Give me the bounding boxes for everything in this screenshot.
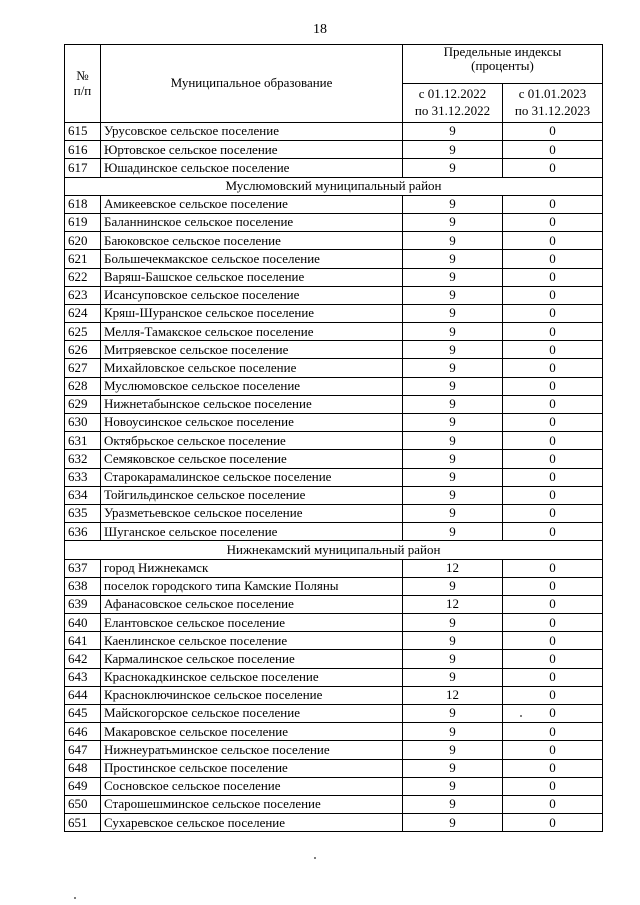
index-2022: 9 bbox=[403, 359, 503, 377]
header-number-abbrev: п/п bbox=[73, 82, 92, 98]
header-number-cell bbox=[65, 45, 101, 123]
index-2022: 9 bbox=[403, 468, 503, 486]
table-body bbox=[65, 123, 603, 832]
table-row bbox=[65, 359, 603, 377]
municipality-name: Тойгильдинское сельское поселение bbox=[101, 486, 403, 504]
table-row bbox=[65, 141, 603, 159]
table-row bbox=[65, 213, 603, 231]
municipality-name: поселок городского типа Камские Поляны bbox=[101, 577, 403, 595]
table-row bbox=[65, 668, 603, 686]
header-number-symbol: № bbox=[76, 68, 89, 84]
index-2023: 0 bbox=[503, 359, 603, 377]
municipality-name: Нижнетабынское сельское поселение bbox=[101, 395, 403, 413]
row-number: 648 bbox=[65, 759, 101, 777]
index-2023: 0 bbox=[503, 668, 603, 686]
index-2023: 0 bbox=[503, 632, 603, 650]
index-2022: 9 bbox=[403, 614, 503, 632]
index-2022: 9 bbox=[403, 414, 503, 432]
table-row bbox=[65, 723, 603, 741]
index-2023: 0 bbox=[503, 341, 603, 359]
index-2023: 0 bbox=[503, 759, 603, 777]
index-2022: 9 bbox=[403, 323, 503, 341]
index-2023: 0 bbox=[503, 232, 603, 250]
municipality-name: Урусовское сельское поселение bbox=[101, 123, 403, 141]
municipality-name: Шуганское сельское поселение bbox=[101, 523, 403, 541]
table-row bbox=[65, 559, 603, 577]
index-2022: 9 bbox=[403, 632, 503, 650]
section-header-row bbox=[65, 177, 603, 195]
index-2023: 0 bbox=[503, 141, 603, 159]
index-2022: 9 bbox=[403, 723, 503, 741]
row-number: 632 bbox=[65, 450, 101, 468]
municipality-name: город Нижнекамск bbox=[101, 559, 403, 577]
index-2022: 9 bbox=[403, 395, 503, 413]
row-number: 622 bbox=[65, 268, 101, 286]
municipality-name: Краснокадкинское сельское поселение bbox=[101, 668, 403, 686]
table-row bbox=[65, 414, 603, 432]
row-number: 630 bbox=[65, 414, 101, 432]
index-2022: 9 bbox=[403, 523, 503, 541]
table-row bbox=[65, 195, 603, 213]
index-2023: 0 bbox=[503, 486, 603, 504]
index-2022: 9 bbox=[403, 705, 503, 723]
index-2022: 9 bbox=[403, 504, 503, 522]
row-number: 628 bbox=[65, 377, 101, 395]
index-2022: 9 bbox=[403, 432, 503, 450]
table-header bbox=[65, 45, 603, 123]
scan-speck bbox=[520, 715, 522, 717]
municipality-name: Старокарамалинское сельское поселение bbox=[101, 468, 403, 486]
municipality-name: Семяковское сельское поселение bbox=[101, 450, 403, 468]
index-2022: 9 bbox=[403, 668, 503, 686]
index-2023: 0 bbox=[503, 723, 603, 741]
table-row bbox=[65, 304, 603, 322]
row-number: 641 bbox=[65, 632, 101, 650]
index-2022: 12 bbox=[403, 686, 503, 704]
row-number: 627 bbox=[65, 359, 101, 377]
row-number: 631 bbox=[65, 432, 101, 450]
row-number: 647 bbox=[65, 741, 101, 759]
header-period-2023-from: с 01.01.2023 bbox=[518, 86, 587, 102]
municipality-name: Новоусинское сельское поселение bbox=[101, 414, 403, 432]
municipality-name: Баланнинское сельское поселение bbox=[101, 213, 403, 231]
index-2022: 9 bbox=[403, 232, 503, 250]
row-number: 634 bbox=[65, 486, 101, 504]
index-2022: 9 bbox=[403, 304, 503, 322]
row-number: 635 bbox=[65, 504, 101, 522]
table-row bbox=[65, 650, 603, 668]
index-2022: 9 bbox=[403, 268, 503, 286]
index-2022: 9 bbox=[403, 486, 503, 504]
row-number: 640 bbox=[65, 614, 101, 632]
index-2022: 9 bbox=[403, 195, 503, 213]
index-2023: 0 bbox=[503, 614, 603, 632]
index-2023: 0 bbox=[503, 432, 603, 450]
page-number: 18 bbox=[313, 22, 327, 37]
index-2023: 0 bbox=[503, 250, 603, 268]
header-index-group bbox=[403, 45, 603, 84]
index-2023: 0 bbox=[503, 777, 603, 795]
header-period-2022 bbox=[403, 84, 503, 123]
index-2023: 0 bbox=[503, 814, 603, 832]
table-row bbox=[65, 395, 603, 413]
municipality-name: Макаровское сельское поселение bbox=[101, 723, 403, 741]
row-number: 638 bbox=[65, 577, 101, 595]
row-number: 651 bbox=[65, 814, 101, 832]
header-period-2023-to: по 31.12.2023 bbox=[514, 103, 591, 118]
row-number: 643 bbox=[65, 668, 101, 686]
row-number: 615 bbox=[65, 123, 101, 141]
index-2023: 0 bbox=[503, 323, 603, 341]
row-number: 625 bbox=[65, 323, 101, 341]
index-2022: 9 bbox=[403, 777, 503, 795]
table-row bbox=[65, 286, 603, 304]
table-row bbox=[65, 123, 603, 141]
index-2022: 9 bbox=[403, 450, 503, 468]
municipality-name: Мелля-Тамакское сельское поселение bbox=[101, 323, 403, 341]
index-2022: 9 bbox=[403, 250, 503, 268]
index-2022: 9 bbox=[403, 814, 503, 832]
scan-speck bbox=[74, 897, 76, 899]
municipality-name: Муслюмовское сельское поселение bbox=[101, 377, 403, 395]
section-title: Муслюмовский муниципальный район bbox=[65, 177, 603, 195]
municipality-name: Михайловское сельское поселение bbox=[101, 359, 403, 377]
index-2023: 0 bbox=[503, 213, 603, 231]
municipality-name: Сосновское сельское поселение bbox=[101, 777, 403, 795]
row-number: 636 bbox=[65, 523, 101, 541]
index-2023: 0 bbox=[503, 705, 603, 723]
index-2022: 9 bbox=[403, 650, 503, 668]
index-2023: 0 bbox=[503, 450, 603, 468]
row-number: 629 bbox=[65, 395, 101, 413]
index-2022: 9 bbox=[403, 141, 503, 159]
table-row bbox=[65, 504, 603, 522]
table-row bbox=[65, 250, 603, 268]
index-2023: 0 bbox=[503, 468, 603, 486]
row-number: 646 bbox=[65, 723, 101, 741]
index-2022: 9 bbox=[403, 123, 503, 141]
index-2023: 0 bbox=[503, 414, 603, 432]
index-2023: 0 bbox=[503, 559, 603, 577]
table-row bbox=[65, 614, 603, 632]
index-2022: 12 bbox=[403, 559, 503, 577]
index-2023: 0 bbox=[503, 377, 603, 395]
index-2023: 0 bbox=[503, 795, 603, 813]
row-number: 616 bbox=[65, 141, 101, 159]
row-number: 639 bbox=[65, 595, 101, 613]
table-row bbox=[65, 232, 603, 250]
municipality-name: Кармалинское сельское поселение bbox=[101, 650, 403, 668]
row-number: 620 bbox=[65, 232, 101, 250]
index-2023: 0 bbox=[503, 395, 603, 413]
municipality-name: Большечекмакское сельское поселение bbox=[101, 250, 403, 268]
index-2022: 9 bbox=[403, 159, 503, 177]
table-row bbox=[65, 741, 603, 759]
row-number: 626 bbox=[65, 341, 101, 359]
municipality-name: Афанасовское сельское поселение bbox=[101, 595, 403, 613]
index-2023: 0 bbox=[503, 741, 603, 759]
row-number: 649 bbox=[65, 777, 101, 795]
header-period-2022-from: с 01.12.2022 bbox=[418, 86, 487, 102]
municipality-name: Елантовское сельское поселение bbox=[101, 614, 403, 632]
municipality-name: Уразметьевское сельское поселение bbox=[101, 504, 403, 522]
row-number: 644 bbox=[65, 686, 101, 704]
table-row bbox=[65, 377, 603, 395]
table-row bbox=[65, 795, 603, 813]
table-row bbox=[65, 686, 603, 704]
index-2023: 0 bbox=[503, 159, 603, 177]
table-row bbox=[65, 341, 603, 359]
table-row bbox=[65, 468, 603, 486]
municipality-name: Октябрьское сельское поселение bbox=[101, 432, 403, 450]
index-2022: 9 bbox=[403, 213, 503, 231]
header-municipality: Муниципальное образование bbox=[101, 45, 403, 123]
row-number: 642 bbox=[65, 650, 101, 668]
table-row bbox=[65, 323, 603, 341]
table-row bbox=[65, 450, 603, 468]
table-row bbox=[65, 814, 603, 832]
table-row bbox=[65, 759, 603, 777]
index-2023: 0 bbox=[503, 595, 603, 613]
municipality-name: Амикеевское сельское поселение bbox=[101, 195, 403, 213]
header-index-title: Предельные индексы bbox=[443, 44, 562, 59]
index-2023: 0 bbox=[503, 504, 603, 522]
index-2023: 0 bbox=[503, 123, 603, 141]
index-2023: 0 bbox=[503, 195, 603, 213]
table-row bbox=[65, 159, 603, 177]
municipality-name: Баюковское сельское поселение bbox=[101, 232, 403, 250]
municipality-name: Кряш-Шуранское сельское поселение bbox=[101, 304, 403, 322]
municipality-name: Старошешминское сельское поселение bbox=[101, 795, 403, 813]
index-2023: 0 bbox=[503, 304, 603, 322]
index-2022: 9 bbox=[403, 377, 503, 395]
table-row bbox=[65, 523, 603, 541]
row-number: 618 bbox=[65, 195, 101, 213]
index-2023: 0 bbox=[503, 268, 603, 286]
index-2022: 12 bbox=[403, 595, 503, 613]
index-2022: 9 bbox=[403, 741, 503, 759]
row-number: 619 bbox=[65, 213, 101, 231]
header-period-2023 bbox=[503, 84, 603, 123]
index-2023: 0 bbox=[503, 523, 603, 541]
index-2022: 9 bbox=[403, 286, 503, 304]
table-row bbox=[65, 705, 603, 723]
scan-speck bbox=[314, 857, 316, 859]
municipality-name: Юшадинское сельское поселение bbox=[101, 159, 403, 177]
table-row bbox=[65, 486, 603, 504]
municipality-name: Митряевское сельское поселение bbox=[101, 341, 403, 359]
index-2023: 0 bbox=[503, 650, 603, 668]
row-number: 621 bbox=[65, 250, 101, 268]
table-row bbox=[65, 632, 603, 650]
table-row bbox=[65, 595, 603, 613]
municipality-name: Красноключинское сельское поселение bbox=[101, 686, 403, 704]
section-header-row bbox=[65, 541, 603, 559]
municipality-name: Юртовское сельское поселение bbox=[101, 141, 403, 159]
index-2022: 9 bbox=[403, 759, 503, 777]
row-number: 650 bbox=[65, 795, 101, 813]
municipality-name: Простинское сельское поселение bbox=[101, 759, 403, 777]
row-number: 623 bbox=[65, 286, 101, 304]
table-row bbox=[65, 777, 603, 795]
index-2022: 9 bbox=[403, 795, 503, 813]
index-2023: 0 bbox=[503, 686, 603, 704]
indices-table bbox=[64, 44, 603, 832]
index-2022: 9 bbox=[403, 577, 503, 595]
table-row bbox=[65, 432, 603, 450]
row-number: 617 bbox=[65, 159, 101, 177]
municipality-name: Нижнеуратьминское сельское поселение bbox=[101, 741, 403, 759]
section-title: Нижнекамский муниципальный район bbox=[65, 541, 603, 559]
municipality-name: Майскогорское сельское поселение bbox=[101, 705, 403, 723]
row-number: 624 bbox=[65, 304, 101, 322]
municipality-name: Варяш-Башское сельское поселение bbox=[101, 268, 403, 286]
header-index-unit: (проценты) bbox=[471, 58, 534, 74]
municipality-name: Исансуповское сельское поселение bbox=[101, 286, 403, 304]
row-number: 637 bbox=[65, 559, 101, 577]
index-2022: 9 bbox=[403, 341, 503, 359]
header-period-2022-to: по 31.12.2022 bbox=[414, 103, 491, 118]
municipality-name: Сухаревское сельское поселение bbox=[101, 814, 403, 832]
municipality-name: Каенлинское сельское поселение bbox=[101, 632, 403, 650]
index-2023: 0 bbox=[503, 577, 603, 595]
row-number: 645 bbox=[65, 705, 101, 723]
table-row bbox=[65, 268, 603, 286]
row-number: 633 bbox=[65, 468, 101, 486]
index-2023: 0 bbox=[503, 286, 603, 304]
table-row bbox=[65, 577, 603, 595]
